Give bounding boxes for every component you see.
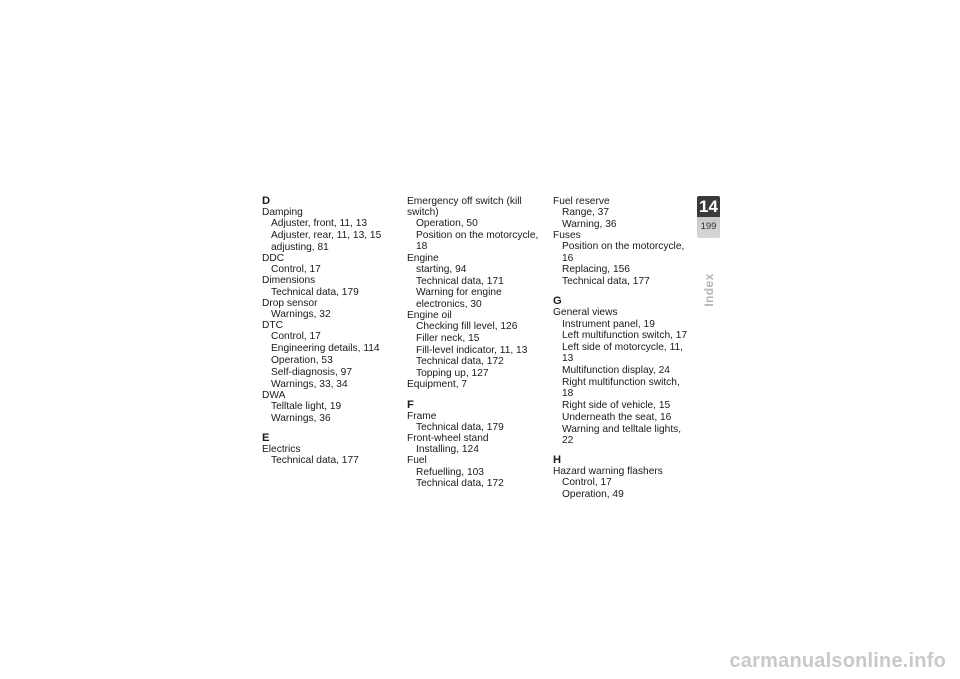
index-term: Damping — [262, 207, 303, 218]
index-subentry: Warning for engine electronics, 30 — [416, 287, 502, 310]
index-subentry: Operation, 53 — [271, 355, 333, 367]
index-subentry: Fill-level indicator, 11, 13 — [416, 344, 528, 356]
index-subentry: Technical data, 179 — [416, 421, 504, 433]
index-letter-heading: F — [407, 398, 414, 411]
index-term: Equipment, 7 — [407, 379, 468, 391]
watermark: carmanualsonline.info — [729, 650, 946, 672]
index-subentry: Control, 17 — [562, 477, 612, 489]
index-term: DWA — [262, 389, 286, 401]
index-subentry: Adjuster, front, 11, 13 — [271, 218, 368, 230]
index-term: Dimensions — [262, 275, 316, 287]
index-subentry: Control, 17 — [271, 264, 321, 276]
index-subentry: Technical data, 177 — [271, 455, 359, 467]
index-subentry: Warning, 36 — [562, 219, 617, 230]
index-subentry: Multifunction display, 24 — [562, 365, 670, 377]
index-term: DTC — [262, 320, 283, 332]
index-subentry: Warning and telltale lights, 22 — [562, 423, 682, 446]
index-term: Electrics — [262, 444, 301, 456]
index-term: Fuel reserve — [553, 196, 610, 207]
index-term: Emergency off switch (kill switch) — [407, 196, 522, 219]
index-subentry: Adjuster, rear, 11, 13, 15 — [271, 230, 382, 241]
index-term: Fuses — [553, 230, 581, 242]
index-subentry: Right multifunction switch, 18 — [562, 377, 680, 400]
index-subentry: Filler neck, 15 — [416, 332, 480, 344]
index-subentry: Instrument panel, 19 — [562, 318, 655, 330]
index-subentry: Technical data, 172 — [416, 356, 504, 368]
index-subentry: Control, 17 — [271, 331, 321, 343]
index-subentry: Technical data, 179 — [271, 286, 359, 298]
index-subentry: Left side of motorcycle, 11, 13 — [562, 342, 683, 365]
index-term: General views — [553, 307, 618, 319]
index-term: Drop sensor — [262, 297, 318, 309]
index-term: Front-wheel stand — [407, 433, 489, 445]
index-subentry: starting, 94 — [416, 263, 467, 275]
index-subentry: Warnings, 36 — [271, 412, 331, 424]
chapter-number: 14 — [699, 197, 718, 216]
index-subentry: Engineering details, 114 — [271, 343, 380, 355]
index-subentry: Technical data, 177 — [562, 276, 650, 288]
index-subentry: Warnings, 33, 34 — [271, 378, 348, 390]
index-letter-heading: E — [262, 432, 270, 445]
index-subentry: Right side of vehicle, 15 — [562, 400, 671, 411]
index-subentry: Operation, 49 — [562, 489, 624, 500]
index-letter-heading: G — [553, 295, 562, 308]
index-term: Engine — [407, 252, 439, 264]
index-subentry: Replacing, 156 — [562, 264, 630, 276]
index-subentry: Left multifunction switch, 17 — [562, 330, 688, 342]
index-subentry: Technical data, 171 — [416, 275, 504, 287]
index-subentry: Topping up, 127 — [416, 368, 489, 380]
index-term: Engine oil — [407, 309, 452, 321]
index-letter-heading: D — [262, 195, 271, 207]
index-subentry: Telltale light, 19 — [271, 401, 342, 413]
index-subentry: Self-diagnosis, 97 — [271, 366, 352, 378]
index-subentry: Operation, 50 — [416, 218, 478, 230]
index-column-1 — [262, 196, 392, 466]
index-subentry: Warnings, 32 — [271, 309, 331, 321]
chapter-tab — [697, 196, 720, 238]
index-term: Fuel — [407, 455, 427, 467]
section-title: Index — [702, 273, 716, 307]
index-subentry: adjusting, 81 — [271, 241, 329, 253]
index-column-2 — [407, 196, 547, 490]
index-subentry: Technical data, 172 — [416, 478, 504, 490]
index-subentry: Refuelling, 103 — [416, 466, 484, 478]
index-subentry: Range, 37 — [562, 207, 610, 219]
index-letter-heading: H — [553, 454, 562, 466]
index-term: DDC — [262, 253, 285, 264]
index-subentry: Position on the motorcycle, 16 — [562, 241, 685, 264]
index-subentry: Checking fill level, 126 — [416, 321, 518, 333]
index-subentry: Underneath the seat, 16 — [562, 411, 672, 423]
index-column-3 — [553, 196, 693, 500]
index-term: Hazard warning flashers — [553, 466, 663, 477]
page-number: 199 — [700, 221, 717, 232]
index-term: Frame — [407, 410, 437, 422]
index-subentry: Position on the motorcycle, 18 — [416, 230, 539, 253]
index-subentry: Installing, 124 — [416, 444, 479, 456]
